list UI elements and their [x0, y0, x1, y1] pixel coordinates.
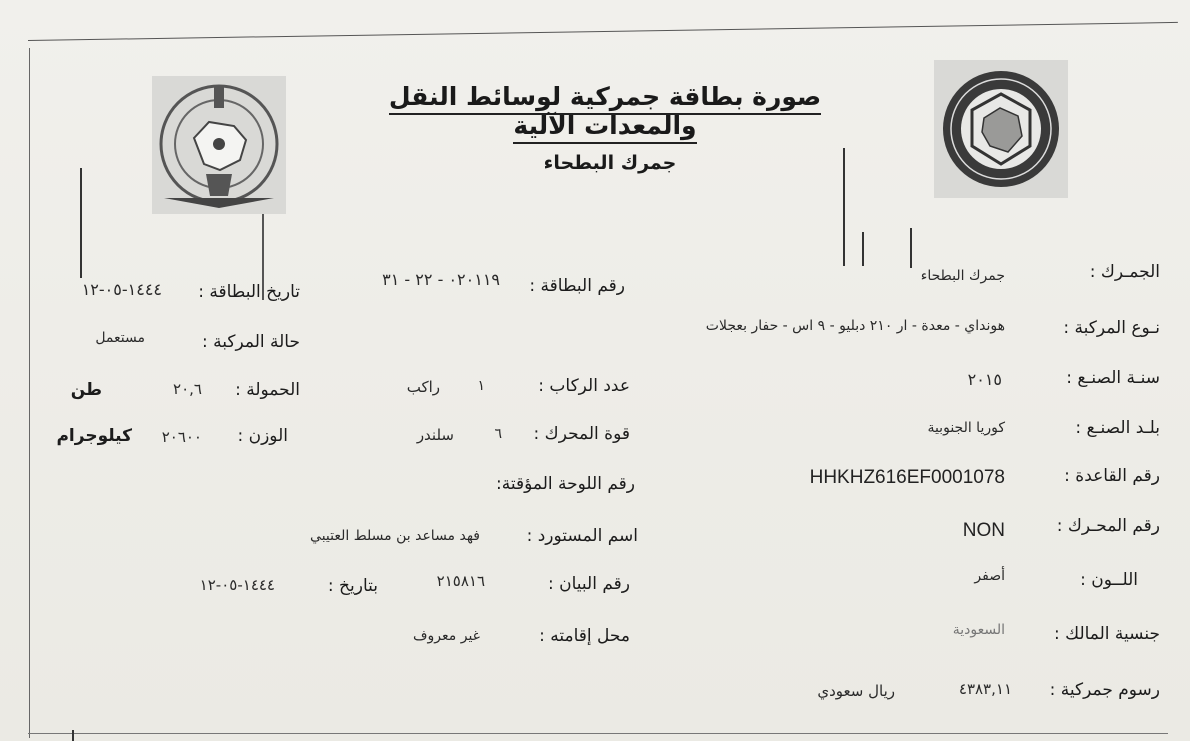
document-title: [340, 82, 870, 140]
document-title-text: صورة بطاقة جمركية لوسائط النقل والمعدات الآلية: [389, 82, 821, 144]
manufacture-country-label: بلـد الصنـع :: [1075, 418, 1160, 438]
statement-number-label: رقم البيان :: [547, 574, 630, 594]
passengers-label: عدد الركاب :: [538, 376, 630, 396]
statement-date-value: ١٤٤٤-٠٥-١٢: [199, 576, 275, 594]
load-label: الحمولة :: [235, 380, 300, 400]
color-label: اللــون :: [1080, 570, 1138, 590]
vehicle-type-value: هونداي - معدة - ار ٢١٠ دبليو - ٩ اس - حفار بعجلات: [705, 318, 1005, 334]
saudi-customs-emblem: [152, 76, 286, 214]
customs-fees-value: ٤٣٨٣,١١: [958, 680, 1012, 698]
engine-power-unit: سلندر: [416, 426, 454, 444]
customs-fees-label: رسوم جمركية :: [1049, 680, 1160, 700]
manufacture-year-label: سنـة الصنـع :: [1066, 368, 1160, 388]
manufacture-year-value: ٢٠١٥: [967, 370, 1002, 389]
vehicle-status-value: مستعمل: [95, 330, 145, 346]
residence-label: محل إقامته :: [539, 626, 630, 646]
weight-unit: كيلوجرام: [56, 426, 132, 446]
card-date-label: تاريخ البطاقة :: [198, 282, 300, 302]
weight-label: الوزن :: [237, 426, 288, 446]
frame-left-line: [29, 48, 30, 738]
pen-mark: [910, 228, 912, 268]
customs-office-title: جمرك البطحاء: [543, 152, 677, 174]
color-value: أصفر: [974, 568, 1005, 584]
importer-value: فهد مساعد بن مسلط العتيبي: [310, 528, 480, 544]
pen-mark: [862, 232, 864, 266]
chassis-number-label: رقم القاعدة :: [1064, 466, 1160, 486]
gcc-emblem: [934, 60, 1068, 198]
customs-value: جمرك البطحاء: [920, 268, 1005, 284]
passengers-unit: راكب: [406, 378, 440, 396]
chassis-number-value: HHKHZ616EF0001078: [809, 467, 1005, 488]
manufacture-country-value: كوريا الجنوبية: [927, 420, 1005, 436]
load-value: ٢٠,٦: [173, 380, 202, 398]
residence-value: غير معروف: [413, 628, 480, 644]
engine-number-label: رقم المحـرك :: [1056, 516, 1160, 536]
frame-bottom-line: [28, 733, 1168, 734]
customs-label: الجمـرك :: [1089, 262, 1160, 282]
frame-top-line: [28, 22, 1178, 41]
temp-plate-label: رقم اللوحة المؤقتة:: [495, 474, 635, 494]
pen-mark: [72, 730, 74, 741]
engine-power-label: قوة المحرك :: [533, 424, 630, 444]
statement-date-label: بتاريخ :: [327, 576, 378, 596]
pen-mark: [80, 168, 82, 278]
vehicle-type-label: نـوع المركبة :: [1063, 318, 1160, 338]
card-date-value: ١٤٤٤-٠٥-١٢: [81, 280, 162, 299]
vehicle-status-label: حالة المركبة :: [202, 332, 300, 352]
engine-number-value: NON: [962, 520, 1005, 541]
card-number-label: رقم البطاقة :: [529, 276, 625, 296]
pen-mark: [843, 148, 845, 266]
statement-number-value: ٢١٥٨١٦: [436, 572, 485, 590]
engine-power-value: ٦: [494, 426, 502, 442]
customs-fees-unit: ريال سعودي: [817, 682, 895, 700]
owner-nationality-label: جنسية المالك :: [1053, 624, 1160, 644]
passengers-value: ١: [477, 378, 485, 394]
weight-value: ٢٠٦٠٠: [161, 428, 202, 446]
importer-label: اسم المستورد :: [526, 526, 638, 546]
card-number-value: ٠٢٠١١٩ - ٢٢ - ٣١: [382, 270, 500, 289]
owner-nationality-value: السعودية: [952, 622, 1005, 638]
load-unit: طن: [70, 380, 102, 400]
